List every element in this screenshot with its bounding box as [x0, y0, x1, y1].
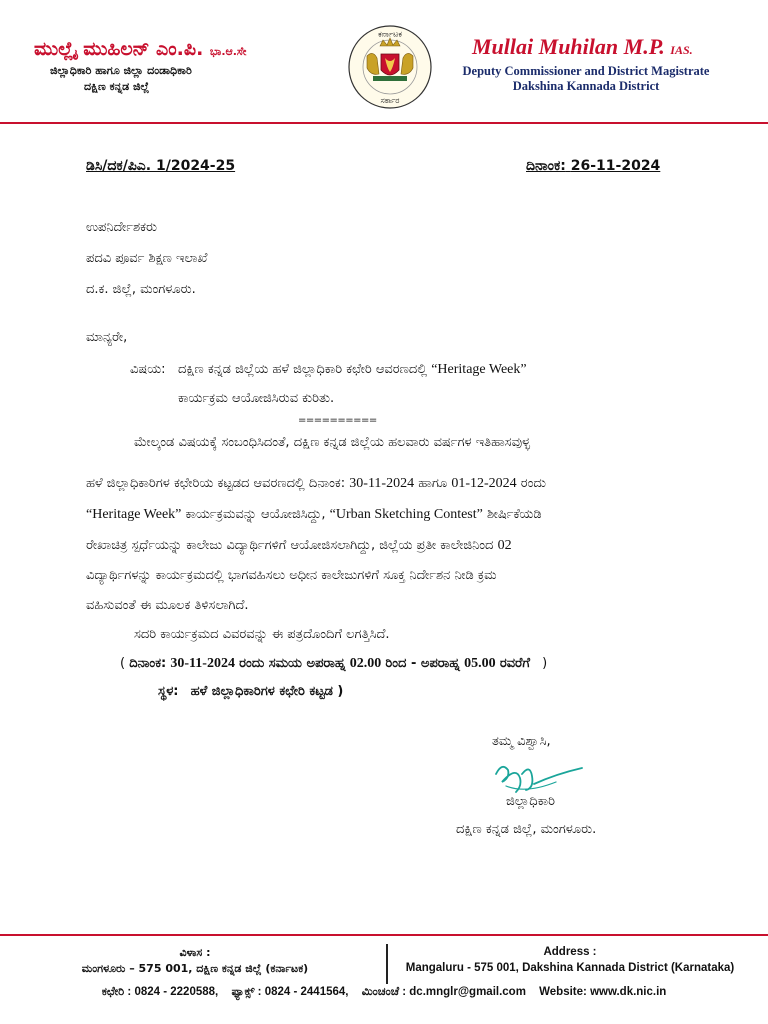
- recipient-line-1: ಉಪನಿರ್ದೇಶಕರು: [86, 220, 157, 235]
- details-end-time: 05.00: [464, 656, 496, 671]
- separator-line: ==========: [298, 415, 377, 426]
- para1-text: ಕಾರ್ಯಕ್ರಮವನ್ನು ಆಯೋಜಿಸಿದ್ದು,: [185, 507, 326, 522]
- place-label: ಸ್ಥಳ:: [158, 684, 179, 699]
- event-details-line: [120, 656, 547, 672]
- para1-text: ಶೀರ್ಷಿಕೆಯಡಿ: [487, 507, 542, 522]
- details-time-separator: ರಿಂದ - ಅಪರಾಹ್ನ: [385, 656, 461, 671]
- footer-kannada-address-heading: ವಿಳಾಸ :: [179, 946, 211, 959]
- details-date: 30-11-2024: [170, 656, 235, 671]
- kannada-name-text: ಮುಲ್ಲೈ ಮುಹಿಲನ್ ಎಂ.ಪಿ.: [34, 38, 204, 60]
- details-start-time: 02.00: [349, 656, 382, 671]
- para2: ಸದರಿ ಕಾರ್ಯಕ್ರಮದ ವಿವರವನ್ನು ಈ ಪತ್ರದೊಂದಿಗೆ ಲಗತ್ತಿಸಿದೆ.: [134, 627, 390, 642]
- place-value: ಹಳೆ ಜಿಲ್ಲಾಧಿಕಾರಿಗಳ ಕಛೇರಿ ಕಟ್ಟಡ ): [190, 684, 344, 699]
- students-per-college: 02: [497, 538, 512, 553]
- header-divider: [0, 122, 768, 124]
- english-district: Dakshina Kannada District: [512, 79, 660, 93]
- footer-english-address-heading: Address :: [543, 946, 597, 958]
- header-english-name: [472, 34, 693, 60]
- website-label: Website:: [539, 986, 587, 998]
- open-paren: (: [120, 656, 126, 671]
- office-phone: 0824 - 2220588,: [134, 986, 219, 998]
- para1-text: ರೇಖಾಚಿತ್ರ ಸ್ಪರ್ಧೆಯನ್ನು ಕಾಲೇಜು ವಿದ್ಯಾರ್ಥಿಗಳಿಗೆ ಆಯೋಜಿಸಲಾಗಿದ್ದು, ಜಿಲ್ಲೆಯ ಪ್ರತೀ ಕಾಲೇಜಿನಿಂದ: [86, 538, 494, 553]
- para1-conjunction: ಹಾಗೂ: [418, 476, 448, 491]
- event-place-line: [158, 684, 343, 699]
- email-address: dc.mnglr@gmail.com: [409, 986, 526, 998]
- email-label: ಮಿಂಚಂಚೆ :: [361, 986, 407, 998]
- recipient-line-3: ದ.ಕ. ಜಿಲ್ಲೆ, ಮಂಗಳೂರು.: [86, 282, 196, 297]
- kannada-name-suffix: ಭಾ.ಆ.ಸೇ: [209, 45, 247, 58]
- emblem-top-label: ಕರ್ನಾಟಕ: [378, 29, 402, 39]
- subject-text: ದಕ್ಷಿಣ ಕನ್ನಡ ಜಿಲ್ಲೆಯ ಹಳೆ ಜಿಲ್ಲಾಧಿಕಾರಿ ಕಛೇರಿ ಆವರಣದಲ್ಲಿ: [178, 362, 428, 377]
- karnataka-emblem-seal-icon: [347, 24, 433, 110]
- office-phone-label: ಕಛೇರಿ :: [101, 986, 132, 998]
- kannada-district: ದಕ್ಷಿಣ ಕನ್ನಡ ಜಿಲ್ಲೆ: [84, 80, 150, 93]
- para1-line-2: [86, 476, 546, 492]
- details-time-suffix: ರವರೆಗೆ: [499, 656, 530, 671]
- fax-number: 0824 - 2441564,: [264, 986, 349, 998]
- subject-line-2: ಕಾರ್ಯಕ್ರಮ ಆಯೋಜಿಸಿರುವ ಕುರಿತು.: [178, 391, 335, 406]
- para1-line-3: [86, 507, 542, 523]
- footer-kannada-address: ಮಂಗಳೂರು – 575 001, ದಕ್ಷಿಣ ಕನ್ನಡ ಜಿಲ್ಲೆ (ಕರ್ನಾಟಕ): [81, 962, 309, 975]
- english-designation: Deputy Commissioner and District Magistrate: [462, 64, 710, 78]
- event-end-date: 01-12-2024: [451, 476, 517, 491]
- footer-column-divider: [386, 944, 388, 984]
- para1-line-6: ವಹಿಸುವಂತೆ ಈ ಮೂಲಕ ತಿಳಿಸಲಾಗಿದೆ.: [86, 598, 249, 613]
- reference-number: ಡಿಸಿ/ದಕ/ಪಿಎ. 1/2024-25: [86, 158, 236, 174]
- closing: ತಮ್ಮ ವಿಶ್ವಾಸಿ,: [492, 734, 551, 749]
- date-label: ದಿನಾಂಕ:: [526, 158, 566, 174]
- subject-label: ವಿಷಯ:: [130, 362, 166, 377]
- letter-date: [526, 158, 660, 174]
- footer-divider: [0, 934, 768, 936]
- footer-contact-line: [0, 986, 768, 999]
- para1-text: ಹಳೆ ಜಿಲ್ಲಾಧಿಕಾರಿಗಳ ಕಛೇರಿಯ ಕಟ್ಟಡದ ಆವರಣದಲ್ಲಿ ದಿನಾಂಕ:: [86, 476, 346, 491]
- emblem-bottom-label: ಸರ್ಕಾರ: [380, 96, 400, 105]
- salutation: ಮಾನ್ಯರೇ,: [86, 330, 128, 345]
- details-date-label: ದಿನಾಂಕ:: [129, 656, 167, 671]
- para1-line-1: ಮೇಲ್ಕಂಡ ವಿಷಯಕ್ಕೆ ಸಂಬಂಧಿಸಿದಂತೆ, ದಕ್ಷಿಣ ಕನ್ನಡ ಜಿಲ್ಲೆಯ ಹಲವಾರು ವರ್ಷಗಳ ಇತಿಹಾಸವುಳ್ಳ: [134, 435, 531, 450]
- karnataka-emblem: [347, 24, 433, 110]
- website-address: www.dk.nic.in: [590, 986, 667, 998]
- event-name: “Heritage Week”: [86, 507, 182, 522]
- signatory-title: ಜಿಲ್ಲಾಧಿಕಾರಿ: [506, 794, 555, 809]
- para1-suffix: ರಂದು: [520, 476, 546, 491]
- recipient-line-2: ಪದವಿ ಪೂರ್ವ ಶಿಕ್ಷಣ ಇಲಾಖೆ: [86, 251, 208, 266]
- fax-label: ಫ್ಯಾಕ್ಸ್ :: [231, 986, 262, 998]
- english-name-suffix: IAS.: [670, 43, 693, 57]
- contest-name: “Urban Sketching Contest”: [329, 507, 483, 522]
- kannada-designation: ಜಿಲ್ಲಾಧಿಕಾರಿ ಹಾಗೂ ಜಿಲ್ಲಾ ದಂಡಾಧಿಕಾರಿ: [50, 64, 192, 77]
- para1-line-5: ವಿದ್ಯಾರ್ಥಿಗಳನ್ನು ಕಾರ್ಯಕ್ರಮದಲ್ಲಿ ಭಾಗವಹಿಸಲು ಅಧೀನ ಕಾಲೇಜುಗಳಿಗೆ ಸೂಕ್ತ ನಿರ್ದೇಶನ ನೀಡಿ ಕ್ರಮ: [86, 568, 497, 583]
- subject-event-name: “Heritage Week”: [431, 362, 527, 377]
- para1-line-4: [86, 538, 512, 554]
- details-time-label: ರಂದು ಸಮಯ ಅಪರಾಹ್ನ: [239, 656, 346, 671]
- english-name-text: Mullai Muhilan M.P.: [472, 34, 665, 59]
- subject-line-1: [178, 362, 527, 378]
- event-start-date: 30-11-2024: [349, 476, 415, 491]
- header-kannada-name: [34, 38, 246, 60]
- footer-english-address: Mangaluru - 575 001, Dakshina Kannada District (Karnataka): [405, 962, 735, 974]
- signatory-place: ದಕ್ಷಿಣ ಕನ್ನಡ ಜಿಲ್ಲೆ, ಮಂಗಳೂರು.: [456, 822, 597, 837]
- date-value: 26-11-2024: [570, 158, 661, 174]
- close-paren: ): [542, 656, 548, 671]
